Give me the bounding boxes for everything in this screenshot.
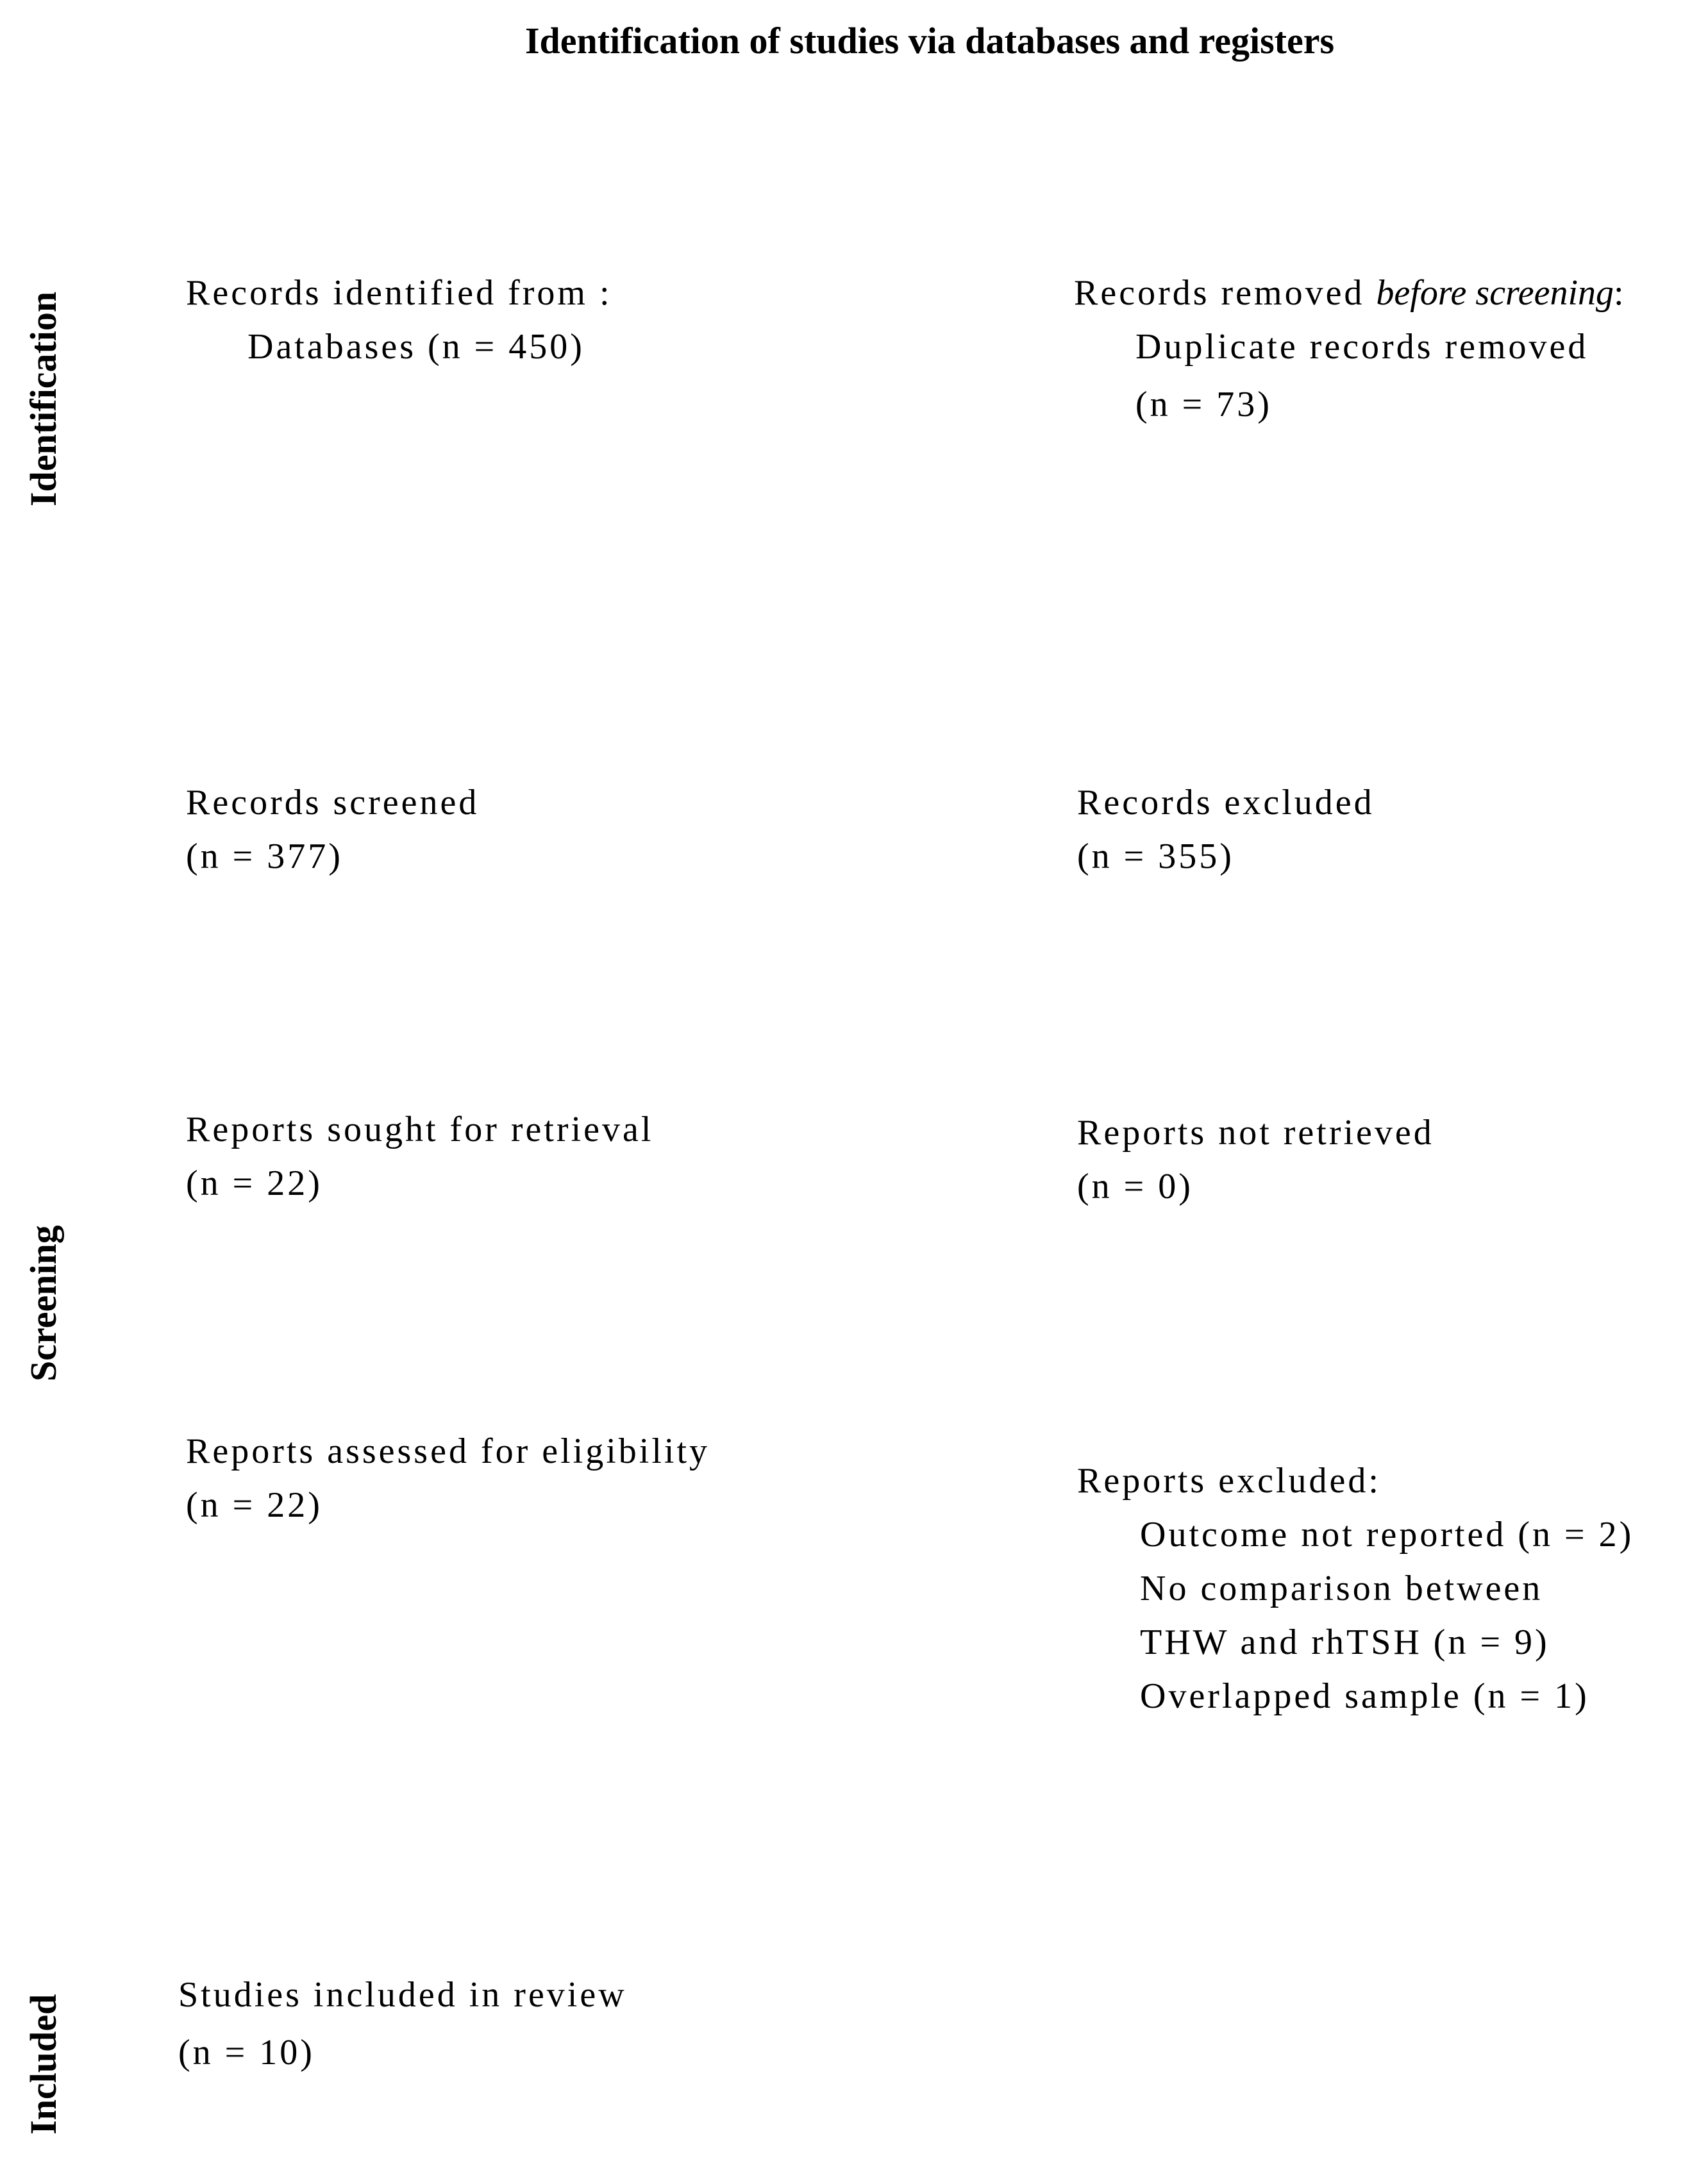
reports-sought-heading: Reports sought for retrieval	[186, 1110, 654, 1149]
records-excluded-count: (n = 355)	[1077, 837, 1234, 876]
box-records-removed	[1074, 266, 1627, 431]
diagram-title: Identification of studies via databases and registers	[524, 20, 1335, 62]
records-removed-duplicates: Duplicate records removed	[1135, 327, 1589, 367]
reports-not-retrieved-count: (n = 0)	[1077, 1167, 1193, 1206]
records-removed-heading-suffix: :	[1614, 273, 1627, 313]
records-removed-heading	[1074, 266, 1627, 320]
box-records-screened	[186, 776, 479, 883]
records-screened-heading: Records screened	[186, 783, 480, 822]
reports-excluded-reason-comparison-cont: THW and rhTSH (n = 9)	[1140, 1622, 1550, 1662]
reports-excluded-reason-comparison: No comparison between	[1140, 1569, 1543, 1608]
box-studies-included	[178, 1968, 627, 2080]
box-reports-excluded	[1077, 1454, 1634, 1723]
box-reports-not-retrieved	[1077, 1106, 1434, 1213]
stage-label-included: Included	[22, 1994, 64, 2135]
records-removed-heading-prefix: Records removed	[1074, 273, 1377, 313]
reports-not-retrieved-heading: Reports not retrieved	[1077, 1113, 1434, 1153]
stage-label-identification: Identification	[22, 291, 64, 506]
records-identified-heading: Records identified from :	[186, 273, 612, 313]
studies-included-heading: Studies included in review	[178, 1975, 627, 2015]
reports-excluded-reason-outcome: Outcome not reported (n = 2)	[1140, 1515, 1634, 1555]
box-records-identified	[186, 266, 612, 374]
box-records-excluded	[1077, 776, 1375, 883]
reports-excluded-heading: Reports excluded:	[1077, 1461, 1381, 1501]
records-excluded-heading: Records excluded	[1077, 783, 1375, 822]
reports-assessed-count: (n = 22)	[186, 1485, 322, 1525]
records-removed-heading-emphasis: before screening	[1376, 273, 1614, 313]
diagram-title-wrap	[0, 19, 1708, 62]
reports-excluded-reason-overlap: Overlapped sample (n = 1)	[1140, 1676, 1589, 1716]
records-screened-count: (n = 377)	[186, 837, 343, 876]
box-reports-sought	[186, 1103, 653, 1210]
records-identified-databases: Databases (n = 450)	[247, 327, 585, 367]
reports-assessed-heading: Reports assessed for eligibility	[186, 1431, 710, 1471]
reports-sought-count: (n = 22)	[186, 1163, 322, 1203]
stage-label-screening: Screening	[22, 1225, 64, 1381]
box-reports-assessed	[186, 1424, 710, 1532]
studies-included-count: (n = 10)	[178, 2033, 315, 2072]
records-removed-count: (n = 73)	[1135, 385, 1272, 424]
